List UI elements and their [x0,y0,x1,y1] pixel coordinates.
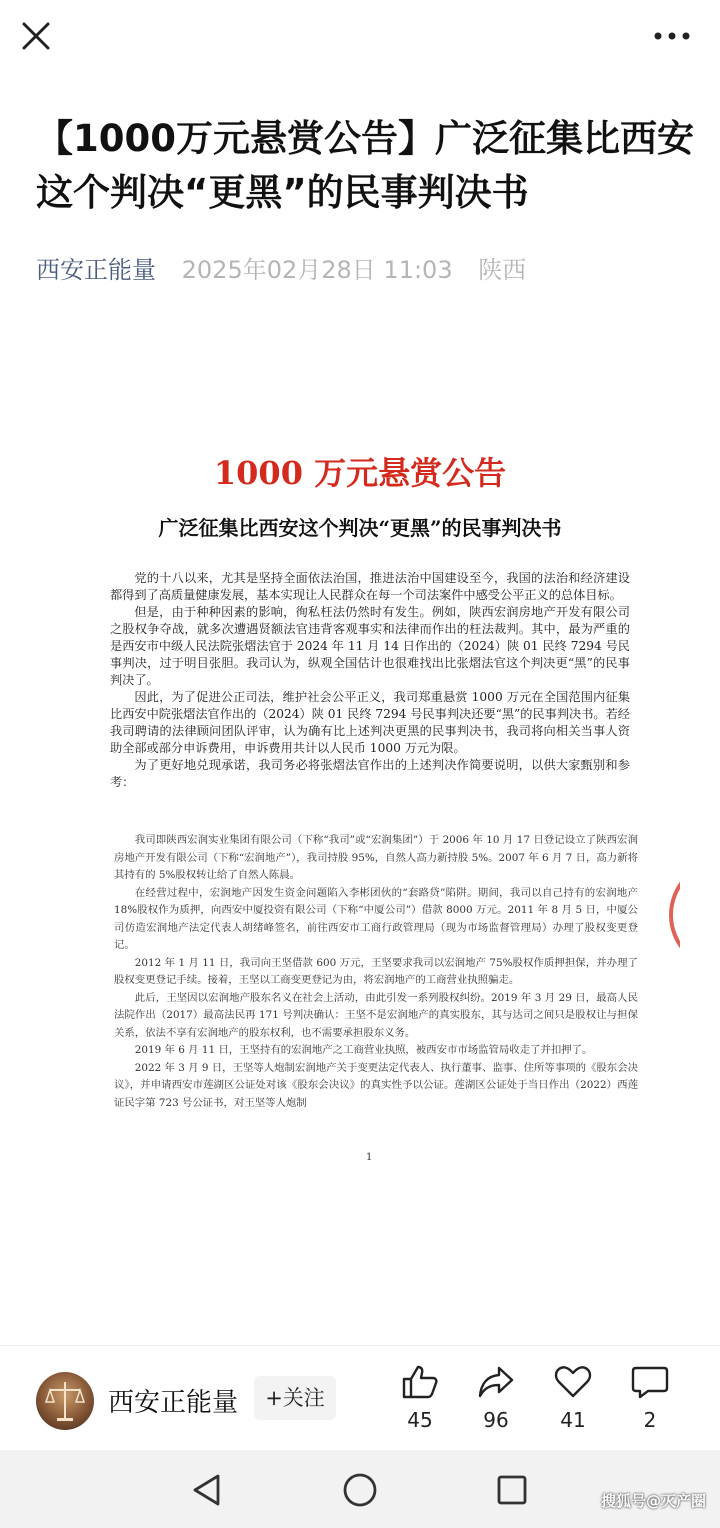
recent-apps-icon[interactable] [496,1474,528,1506]
document-paragraph: 此后，王坚因以宏润地产股东名义在社会上活动，由此引发一系列股权纠纷。2019 年 3 月 29 日，最高人民法院作出（2017）最高法民再 171 号判决确认：王坚不是宏润地产的真实股东，其与达司之间只是股权让与担保关系，依法不享有宏润地产的股东权利，也不需要承担股东义务。 [114,991,638,1039]
red-seal-stamp [645,855,680,975]
document-paragraph: 因此，为了促进公正司法，维护社会公平正义，我司郑重悬赏 1000 万元在全国范围内征集比西安中院张熠法官作出的（2024）陕 01 民终 7294 号民事判决还要“黑”的民事判决书。若经我司聘请的法律顾问团队评审，认为确有比上述判决更黑的民事判决书，我司将向相关当事人资助全部或部分申诉费用，申诉费用共计以人民币 1000 万元为限。 [110,690,630,755]
comment-button[interactable] [620,1364,680,1432]
author-avatar[interactable] [36,1372,94,1430]
document-paragraph: 我司即陕西宏润实业集团有限公司（下称“我司”或“宏润集团”）于 2006 年 10 月 17 日登记设立了陕西宏润房地产开发有限公司（下称“宏润地产”），我司持股 95%，自然人高力新持股 5%。2007 年 6 月 7 日，高力新将其持有的 5%股权转让给了自然人陈晨。 [114,834,638,881]
like-button[interactable] [390,1364,450,1432]
close-button[interactable] [18,18,54,54]
document-paragraph: 为了更好地兑现承诺，我司务必将张熠法官作出的上述判决作简要说明，以供大家甄别和参考： [110,758,630,789]
document-paragraph: 2022 年 3 月 9 日，王坚等人炮制宏润地产关于变更法定代表人、执行董事、监事、住所等事项的《股东会决议》，并申请西安市莲湖区公证处对该《股东会决议》的真实性予以公证。莲湖区公证处于当日作出（2022）西莲证民字第 723 号公证书，对王坚等人炮制 [114,1061,638,1109]
close-icon [18,18,54,54]
more-horizontal-icon [650,22,694,50]
heart-icon [554,1364,592,1400]
document-paragraph: 但是，由于种种因素的影响，徇私枉法仍然时有发生。例如，陕西宏润房地产开发有限公司之股权争夺战，就多次遭遇贤额法官违背客观事实和法律而作出的枉法裁判。其中，最为严重的是西安市中级人民法院张熠法官于 2024 年 11 月 14 日作出的（2024）陕 01 民终 7294 号民事判决，过于明目张胆。我司认为，纵观全国估计也很难找出比张熠法官这个判决更“黑”的民事判决了。 [110,605,630,687]
document-paragraph: 2012 年 1 月 11 日，我司向王坚借款 600 万元，王坚要求我司以宏润地产 75%股权作质押担保，并办理了股权变更登记手续。接着，王坚以工商变更登记为由，将宏润地产的工商营业执照骗走。 [114,956,638,986]
document-page-number: 1 [366,1152,373,1163]
watermark-text: 搜狐号@灭产圈 [600,1492,706,1510]
system-nav-bar [0,1450,720,1528]
document-body [110,570,630,791]
comment-count: 2 [643,1408,657,1432]
article-date: 2025年02月28日 11:03 [181,256,453,284]
like-count: 45 [407,1408,433,1432]
top-bar [0,0,720,72]
document-paragraph: 2019 年 6 月 11 日，王坚持有的宏润地产之工商营业执照，被西安市市场监管局收走了并扣押了。 [134,1044,593,1056]
thumbs-up-icon [401,1364,439,1400]
follow-button[interactable]: +关注 [254,1376,336,1420]
more-button[interactable] [650,22,694,50]
document-paragraph: 党的十八以来，尤其是坚持全面依法治国，推进法治中国建设至今，我国的法治和经济建设都得到了高质量健康发展，基本实现让人民群众在每一个司法案件中感受公平正义的总体目标。 [110,571,630,602]
bottom-action-bar [0,1345,720,1451]
share-button[interactable] [466,1364,526,1432]
bottom-author-name[interactable]: 西安正能量 [108,1388,239,1418]
favorite-count: 41 [560,1408,586,1432]
document-image[interactable] [80,420,680,1180]
document-title: 1000 万元悬赏公告 [213,454,507,492]
home-circle-icon[interactable] [342,1472,378,1508]
document-body-detail [114,832,638,1112]
share-icon [477,1364,515,1400]
article-author[interactable]: 西安正能量 [36,256,156,284]
article-location: 陕西 [478,256,527,284]
justice-scale-icon [36,1372,94,1430]
favorite-button[interactable] [543,1364,603,1432]
share-count: 96 [483,1408,509,1432]
article-title: 【1000万元悬赏公告】广泛征集比西安这个判决“更黑”的民事判决书 [36,117,694,214]
back-triangle-icon[interactable] [190,1472,224,1508]
comment-icon [631,1364,669,1400]
article-meta [36,250,526,285]
document-subtitle: 广泛征集比西安这个判决“更黑”的民事判决书 [158,516,562,540]
document-paragraph: 在经营过程中，宏润地产因发生资金问题陷入李彬团伙的“套路贷”陷阱。期间，我司以自己持有的宏润地产 18%股权作为质押，向西安中厦投资有限公司（下称“中厦公司”）借款 8000 万元。2011 年 8 月 5 日，中厦公司仿造宏润地产法定代表人胡绪峰签名，前往西安市工商行政管理局（现为市场监督管理局）办理了股权变更登记。 [114,886,638,951]
